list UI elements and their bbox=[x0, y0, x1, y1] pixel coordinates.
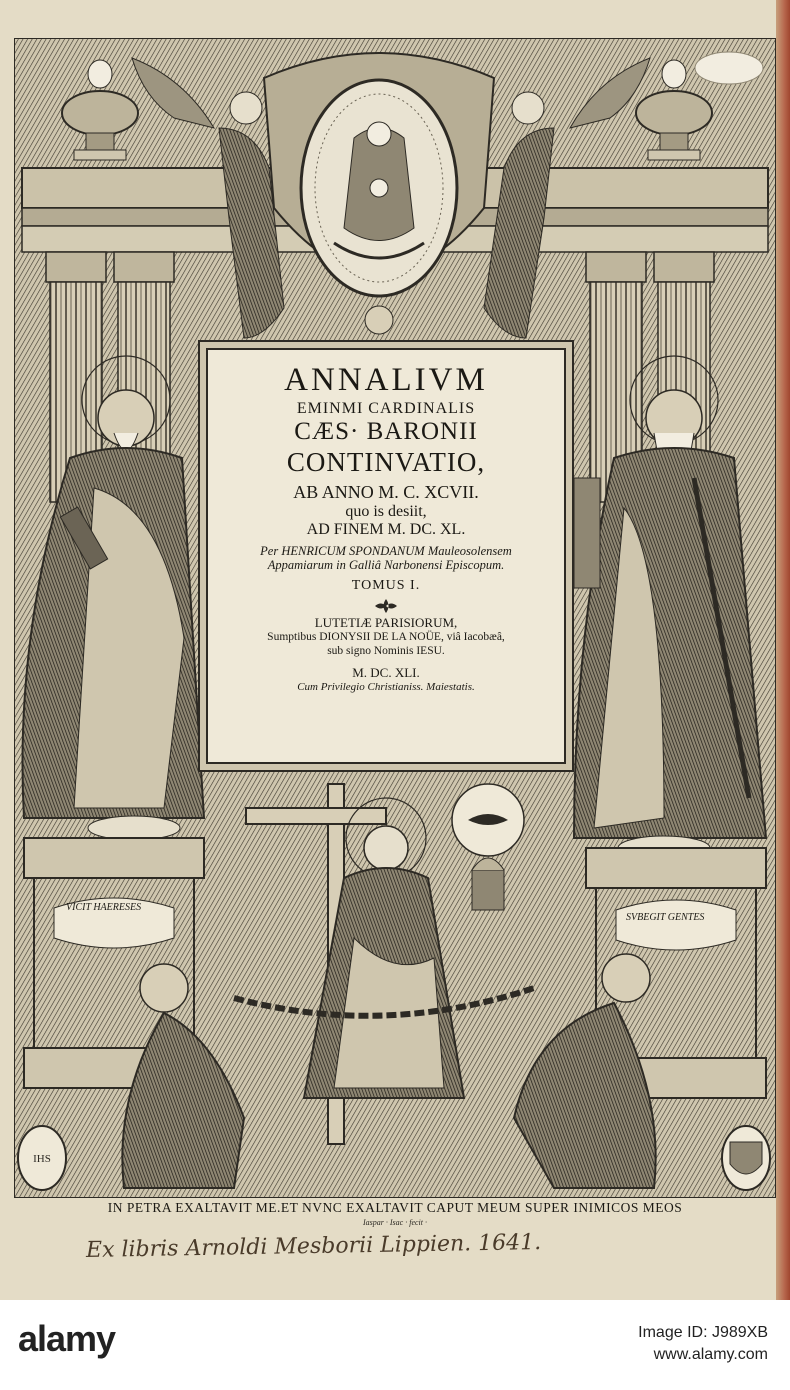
watermark-url-text: www.alamy.com bbox=[653, 1345, 768, 1363]
svg-text:IHS: IHS bbox=[33, 1153, 51, 1165]
right-coat-of-arms bbox=[722, 1126, 770, 1190]
title-panel bbox=[206, 348, 566, 764]
title-baronius: CÆS· BARONII bbox=[294, 418, 478, 446]
title-quo-is-desiit: quo is desiit, bbox=[345, 502, 427, 520]
title-end-year: AD FINEM M. DC. XL. bbox=[306, 521, 466, 539]
imprint-year: M. DC. XLI. bbox=[352, 664, 420, 680]
royal-privilege: Cum Privilegio Christianiss. Maiestatis. bbox=[297, 680, 475, 693]
left-monogram-seal bbox=[18, 1126, 66, 1190]
red-page-edge bbox=[776, 0, 790, 1300]
imprint-place: LUTETIÆ PARISIORUM, bbox=[314, 615, 458, 631]
author-line: Per HENRICUM SPONDANUM Mauleosolensem bbox=[260, 543, 512, 558]
right-cartouche-text: SVBEGIT GENTES bbox=[626, 912, 705, 923]
printer-ornament-icon bbox=[373, 598, 399, 614]
watermark-image-id bbox=[638, 1322, 768, 1365]
author-see-line: Appamiarum in Galliâ Narbonensi Episcopum. bbox=[267, 557, 505, 572]
volume-label: TOMUS I. bbox=[351, 578, 421, 594]
engraver-signature: Iaspar · Isac · fecit · bbox=[363, 1218, 427, 1227]
title-continuatio: CONTINVATIO, bbox=[286, 447, 486, 478]
left-cartouche-text: VICIT HAERESES bbox=[66, 902, 142, 913]
imprint-sign: sub signo Nominis IESU. bbox=[327, 644, 445, 657]
watermark-logo: alamy bbox=[18, 1318, 116, 1359]
psalm-motto: IN PETRA EXALTAVIT ME.ET NVNC EXALTAVIT CAPUT MEUM SUPER INIMICOS MEOS bbox=[107, 1200, 683, 1215]
title-eminent-cardinal: EMINMI CARDINALIS bbox=[296, 399, 476, 417]
title-start-year: AB ANNO M. C. XCVII. bbox=[293, 482, 479, 503]
ex-libris-inscription: Ex libris Arnoldi Mesborii Lippien. 1641. bbox=[85, 1230, 542, 1263]
main-title: ANNALIVM bbox=[284, 362, 488, 398]
watermark-id-text: Image ID: J989XB bbox=[638, 1324, 768, 1341]
imprint-publisher: Sumptibus DIONYSII DE LA NOÜE, viâ Iacobæâ, bbox=[267, 631, 505, 644]
